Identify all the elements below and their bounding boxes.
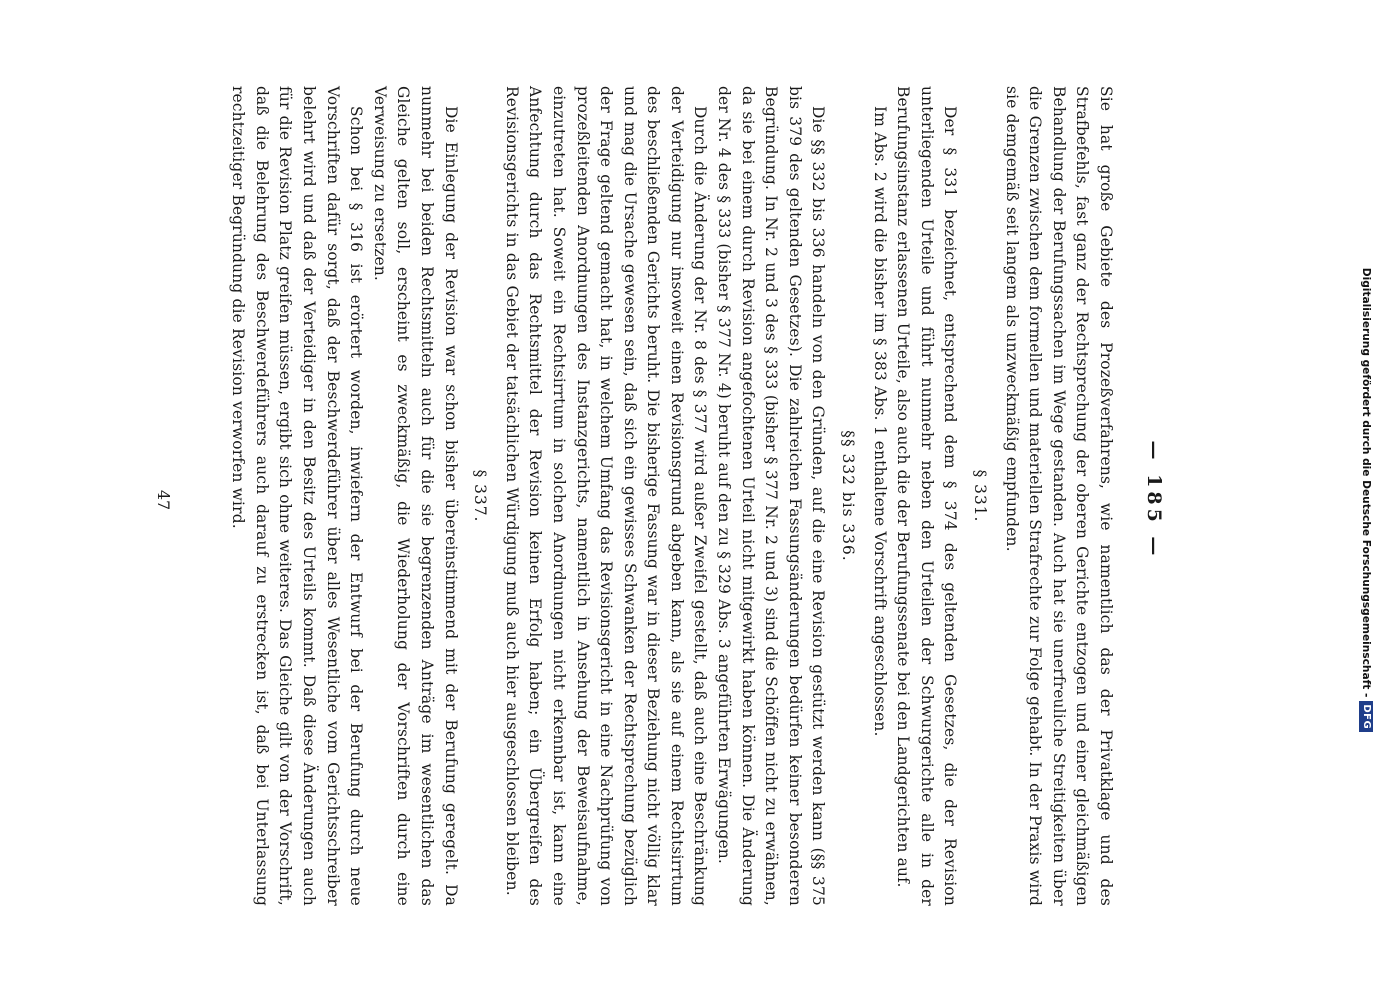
- footer-page-number: 47: [154, 489, 173, 511]
- paragraph: Sie hat große Gebiete des Prozeßverfahrens, wie namentlich das der Privatklage und des Strafbefehls, fast ganz der Rechtsprechung der oberen Gerichte entzogen und einer gleichmäßigen Behandlung der Berufungssachen im Wege gestanden. Auch hat sie unerfreuliche Streitigkeiten über die Grenzen zwischen dem formellen und materiellen Strafrechte zur Folge gehabt. In der Praxis wird sie demgemäß seit langem als unzweckmäßig empfunden.: [1002, 86, 1115, 906]
- section-title: § 331.: [971, 469, 990, 523]
- paragraph: Schon bei § 316 ist erörtert worden, inwiefern der Entwurf bei der Berufung durch neue Vorschriften dafür sorgt, daß der Beschwerdeführer über alles Wesentliche vom Gerichtsschreiber belehrt wird und daß der Verteidiger in den Besitz des Urteils kommt. Daß diese Änderungen auch für die Revision Platz greifen müssen, ergibt sich ohne weiteres. Das Gleiche gilt von der Vorschrift, daß die Belehrung des Beschwerdeführers auch darauf zu erstrecken ist, daß bei Unterlassung rechtzeitiger Begründung die Revision verworfen wird.: [229, 86, 366, 906]
- digitization-note-text: Digitalisierung gefördert durch die Deutsche Forschungsgemeinschaft -: [1360, 267, 1372, 698]
- paragraph: Der § 331 bezeichnet, entsprechend dem § 374 des geltenden Gesetzes, die der Revision unterliegenden Urteile und führt nunmehr neben den Urteilen der Schwurgerichte alle in der Berufungsinstanz erlassenen Urteile, also auch die der Berufungssenate bei den Landgerichten auf.: [894, 86, 960, 906]
- digitization-note: [1357, 100, 1375, 900]
- document-body: [226, 86, 1117, 906]
- page-header: — 185 —: [1143, 440, 1165, 560]
- page-content: [41, 70, 1341, 930]
- paragraph: Durch die Änderung der Nr. 8 des § 377 wird außer Zweifel gestellt, daß auch eine Beschränkung der Verteidigung nur insoweit einen Revisionsgrund abgeben kann, als sie auf einem Rechtsirrtum des beschließenden Gerichts beruht. Die bisherige Fassung war in dieser Beziehung nicht völlig klar und mag die Ursache gewesen sein, daß sich ein gewisses Schwanken der Rechtsprechung bezüglich der Frage geltend gemacht hat, in welchem Umfang das Revisionsgericht in eine Nachprüfung von prozeßleitenden Anordnungen des Instanzgerichts, namentlich in Ansehung der Beweisaufnahme, einzutreten hat. Soweit ein Rechtsirrtum in solchen Anordnungen nicht erkennbar ist, kann eine Anfechtung durch das Rechtsmittel der Revision keinen Erfolg haben; ein Übergreifen des Revisionsgerichts in das Gebiet der tatsächlichen Würdigung muß auch hier ausgeschlossen bleiben.: [502, 86, 710, 906]
- dfg-logo: DFG: [1359, 701, 1373, 732]
- paragraph: Die Einlegung der Revision war schon bisher übereinstimmend mit der Berufung geregelt. Da nunmehr bei beiden Rechtsmitteln auch für die sie begrenzenden Anträge im wesentlichen das Gleiche gelten soll, erscheint es zweckmäßig, die Wiederholung der Vorschriften durch eine Verweisung zu ersetzen.: [370, 86, 460, 906]
- section-title: § 337.: [471, 469, 490, 523]
- paragraph: Die §§ 332 bis 336 handeln von den Gründen, auf die eine Revision gestützt werden kann (§§ 375 bis 379 des geltenden Gesetzes). Die zahlreichen Fassungsänderungen bedürfen keiner besonderen Begründung. In Nr. 2 und 3 des § 333 (bisher § 377 Nr. 2 und 3) sind die Schöffen nicht zu erwähnen, da sie bei einem durch Revision angefochtenen Urteil nicht mitgewirkt haben können. Die Änderung der Nr. 4 des § 333 (bisher § 377 Nr. 4) beruht auf den zu § 329 Abs. 3 angeführten Erwägungen.: [715, 86, 828, 906]
- rotated-page: [41, 70, 1341, 930]
- section-title: §§ 332 bis 336.: [839, 430, 858, 562]
- paragraph: Im Abs. 2 wird die bisher im § 383 Abs. 1 enthaltene Vorschrift angeschlossen.: [870, 106, 889, 737]
